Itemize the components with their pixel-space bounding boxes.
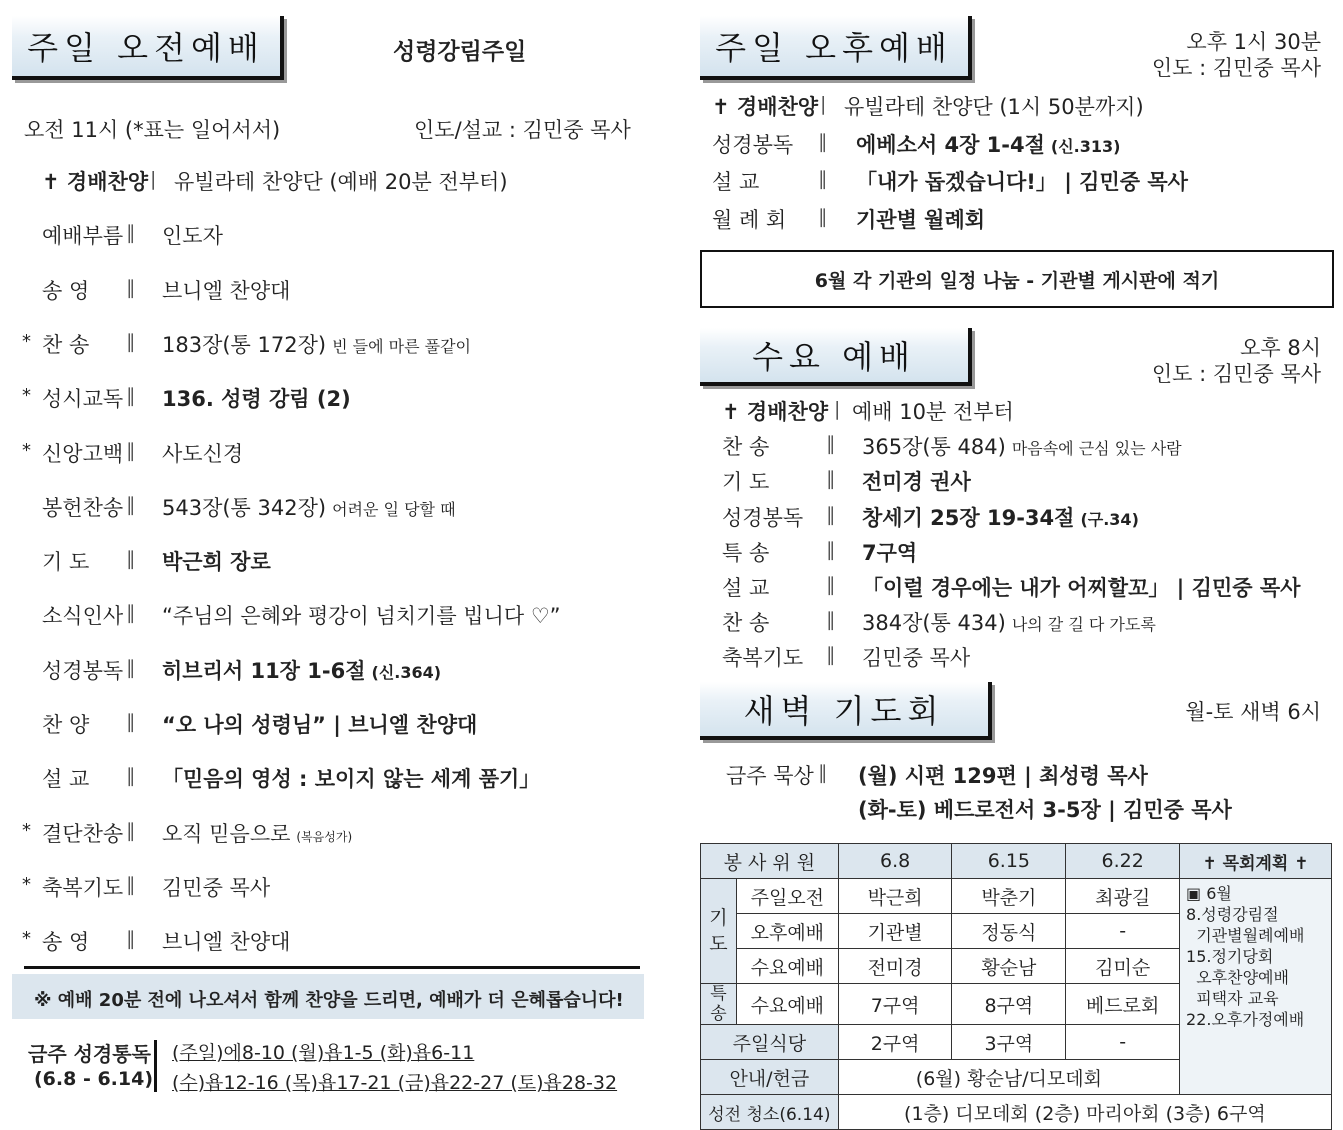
- am-title: 주일 오전예배: [12, 16, 284, 80]
- reading-dates: (6.8 - 6.14): [34, 1068, 154, 1090]
- order-label: 설 교: [42, 767, 90, 792]
- order-separator: ∥: [126, 873, 136, 896]
- order-value-text: “주님의 은혜와 평강이 넘치기를 빕니다 ♡”: [162, 604, 561, 629]
- stand-marker: *: [22, 819, 31, 841]
- order-label: 찬 양: [42, 713, 90, 737]
- row-cell: 8구역: [952, 984, 1066, 1025]
- order-value-text: 사도신경: [162, 441, 244, 466]
- order-value: [162, 600, 561, 630]
- order-value-text: 김민중 목사: [162, 875, 271, 900]
- dining-cell: 3구역: [952, 1025, 1066, 1060]
- order-value-text: 전미경 권사: [862, 470, 971, 495]
- order-value-text: 「이럴 경우에는 내가 어찌할꼬」 | 김민중 목사: [862, 576, 1301, 600]
- row-cell: 박근희: [838, 879, 952, 914]
- order-value: [162, 492, 456, 522]
- group-prayer: 기 도: [701, 879, 737, 984]
- order-value: [162, 763, 540, 793]
- order-value: [162, 438, 243, 468]
- usher-value: (6월) 황순남/디모데회: [838, 1060, 1179, 1095]
- order-label: 찬 송: [42, 332, 90, 357]
- order-value: [174, 166, 508, 196]
- row-cell: 황순남: [952, 949, 1066, 984]
- order-separator: ∥: [126, 439, 136, 462]
- row-cell: 김미순: [1066, 949, 1180, 984]
- order-label: ✝ 경배찬양: [712, 95, 819, 119]
- order-value: [856, 204, 985, 234]
- row-label: 오후예배: [736, 914, 838, 949]
- order-value: [862, 502, 1139, 532]
- order-value-text: 384장(통 434): [862, 611, 1006, 636]
- row-cell: 정동식: [952, 914, 1066, 949]
- wed-time: 오후 8시: [1240, 336, 1321, 360]
- order-label: 봉헌찬송: [42, 495, 124, 520]
- order-value-text: 유빌라테 찬양단 (예배 20분 전부터): [174, 170, 508, 194]
- order-value-text: 히브리서 11장 1-6절: [162, 658, 366, 683]
- order-separator: ∥: [818, 130, 828, 153]
- order-separator: ∥: [126, 385, 136, 408]
- order-value-text: 543장(통 342장): [162, 495, 327, 520]
- header-date-2: 6.15: [952, 844, 1066, 879]
- order-label: 기 도: [722, 470, 770, 495]
- am-divider: [24, 966, 640, 969]
- order-label: 설 교: [712, 170, 760, 194]
- order-value: [162, 383, 351, 413]
- order-note: (신.313): [1050, 136, 1121, 156]
- order-value-text: 7구역: [862, 540, 918, 565]
- plan-line: 15.정기당회: [1186, 947, 1274, 966]
- plan-line: 피택자 교육: [1186, 989, 1279, 1008]
- order-value: [862, 431, 1182, 461]
- order-value-text: 136. 성령 강림 (2): [162, 387, 351, 412]
- order-value: [856, 129, 1120, 159]
- order-value-text: 인도자: [162, 224, 223, 249]
- row-cell: 7구역: [838, 984, 952, 1025]
- order-separator: |: [150, 168, 157, 190]
- order-label: 신앙고백: [42, 441, 124, 466]
- order-separator: ∥: [126, 711, 136, 733]
- order-separator: |: [834, 398, 841, 420]
- plan-line: 8.성령강림절: [1186, 905, 1279, 924]
- dawn-line-2: (화-토) 베드로전서 3-5장 | 김민중 목사: [858, 798, 1232, 822]
- order-note: 어려운 일 당할 때: [332, 499, 456, 519]
- stand-marker: *: [22, 385, 31, 407]
- order-value-text: 예배 10분 전부터: [852, 400, 1014, 424]
- stand-marker: *: [22, 873, 31, 895]
- pm-notice-text: 6월 각 기관의 일정 나눔 - 기관별 게시판에 적기: [814, 270, 1220, 292]
- row-label: 주일오전: [736, 879, 838, 914]
- row-cell: 최광길: [1066, 879, 1180, 914]
- order-value: [862, 466, 971, 496]
- order-note: (구.34): [1080, 509, 1139, 529]
- order-value-text: 창세기 25장 19-34절: [862, 505, 1075, 530]
- order-separator: ∥: [126, 222, 136, 245]
- order-separator: ∥: [826, 574, 836, 596]
- order-label: 예배부름: [42, 224, 124, 249]
- pm-title: 주일 오후예배: [700, 16, 972, 80]
- order-label: 축복기도: [722, 646, 804, 671]
- order-label: 기 도: [42, 550, 90, 575]
- order-separator: ∥: [126, 765, 136, 788]
- header-committee: 봉 사 위 원: [701, 844, 839, 879]
- order-value-text: 브니엘 찬양대: [162, 930, 291, 955]
- service-table: [700, 843, 1332, 1130]
- order-separator: |: [820, 93, 827, 115]
- order-separator: ∥: [818, 168, 828, 190]
- order-note: 나의 갈 길 다 가도록: [1011, 615, 1156, 635]
- row-label: 수요예배: [736, 949, 838, 984]
- order-label: 송 영: [42, 278, 90, 303]
- order-label: 찬 송: [722, 435, 770, 460]
- order-separator: ∥: [826, 538, 836, 561]
- am-notice-text: ※ 예배 20분 전에 나오셔서 함께 찬양을 드리면, 예배가 더 은혜롭습니다!: [34, 990, 624, 1011]
- order-separator: ∥: [126, 819, 136, 842]
- order-separator: ∥: [126, 602, 136, 625]
- order-value: [862, 642, 970, 672]
- order-label: 소식인사: [42, 604, 124, 629]
- pm-time: 오후 1시 30분: [1186, 30, 1321, 54]
- order-separator: ∥: [826, 503, 836, 526]
- order-value-text: 박근희 장로: [162, 550, 271, 575]
- order-label: 결단찬송: [42, 821, 124, 846]
- am-time-line: 오전 11시 (*표는 일어서서): [24, 118, 281, 142]
- order-label: 성경봉독: [722, 505, 804, 530]
- order-label: 월 례 회: [712, 207, 787, 232]
- order-note: 빈 들에 마른 풀같이: [332, 336, 471, 356]
- order-separator: ∥: [826, 468, 836, 491]
- plan-line: 기관별월례예배: [1186, 926, 1305, 945]
- order-separator: ∥: [826, 644, 836, 667]
- stand-marker: *: [22, 330, 31, 352]
- plan-body: [1180, 879, 1332, 1095]
- order-label: 찬 송: [722, 611, 770, 636]
- order-separator: ∥: [126, 493, 136, 516]
- plan-line: 오후찬양예배: [1186, 968, 1289, 987]
- order-separator: ∥: [126, 928, 136, 951]
- order-label: 특 송: [722, 540, 770, 565]
- order-value: [862, 572, 1300, 602]
- order-value: [162, 926, 290, 956]
- plan-line: 22.오후가정예배: [1186, 1010, 1305, 1029]
- reading-title: 금주 성경통독: [28, 1042, 151, 1066]
- order-separator: ∥: [126, 656, 136, 679]
- dawn-title: 새벽 기도회: [700, 682, 992, 740]
- reading-line-2: (수)욥12-16 (목)욥17-21 (금)욥22-27 (토)욥28-32: [172, 1072, 618, 1094]
- order-label: ✝ 경배찬양: [722, 400, 829, 424]
- row-label: 수요예배: [736, 984, 838, 1025]
- wed-leader: 인도 : 김민중 목사: [1151, 362, 1321, 386]
- order-value-text: 기관별 월례회: [856, 207, 986, 232]
- order-label: 축복기도: [42, 875, 124, 900]
- order-value: [844, 91, 1144, 121]
- order-value: [162, 275, 290, 305]
- order-value: [856, 166, 1188, 196]
- dawn-label: 금주 묵상: [726, 764, 814, 788]
- order-label: 성시교독: [42, 387, 124, 412]
- order-note: (복음성가): [296, 829, 353, 844]
- plan-line: ▣ 6월: [1186, 884, 1232, 903]
- am-subtitle: 성령강림주일: [393, 39, 527, 65]
- order-value-text: 에베소서 4장 1-4절: [856, 132, 1045, 157]
- stand-marker: *: [22, 439, 31, 461]
- order-value-text: 브니엘 찬양대: [162, 278, 291, 303]
- row-cell: 박춘기: [952, 879, 1066, 914]
- order-value-text: 「믿음의 영성 : 보이지 않는 세계 품기」: [162, 767, 541, 792]
- order-value: [162, 655, 441, 685]
- order-value-text: 365장(통 484): [862, 435, 1006, 460]
- reading-line-1: (주일)에8-10 (월)욥1-5 (화)욥6-11: [172, 1042, 475, 1064]
- wed-title: 수요 예배: [700, 328, 972, 386]
- clean-label: 성전 청소(6.14): [701, 1095, 839, 1130]
- order-value: [852, 396, 1014, 426]
- order-value-text: 오직 믿음으로: [162, 821, 291, 846]
- order-value-text: 「내가 돕겠습니다!」 | 김민중 목사: [856, 170, 1188, 194]
- order-separator: ∥: [818, 205, 828, 228]
- order-separator: ∥: [126, 548, 136, 571]
- order-value: [162, 329, 471, 359]
- dining-cell: 2구역: [838, 1025, 952, 1060]
- order-separator: ∥: [126, 330, 136, 353]
- header-date-1: 6.8: [838, 844, 952, 879]
- order-separator: ∥: [126, 276, 136, 299]
- row-cell: 기관별: [838, 914, 952, 949]
- order-label: ✝ 경배찬양: [42, 170, 149, 194]
- row-cell: 전미경: [838, 949, 952, 984]
- header-date-3: 6.22: [1066, 844, 1180, 879]
- order-value-text: 김민중 목사: [862, 646, 971, 671]
- dawn-line-1: (월) 시편 129편 | 최성령 목사: [858, 764, 1148, 788]
- order-value: [162, 872, 270, 902]
- order-label: 설 교: [722, 576, 770, 600]
- order-value-text: 유빌라테 찬양단 (1시 50분까지): [844, 95, 1144, 119]
- dining-label: 주일식당: [701, 1025, 839, 1060]
- order-separator: ∥: [826, 609, 836, 632]
- dawn-sep: ∥: [818, 762, 828, 784]
- dining-cell: -: [1066, 1025, 1180, 1060]
- order-value: [862, 537, 917, 567]
- order-note: (신.364): [371, 662, 442, 682]
- order-separator: ∥: [826, 433, 836, 456]
- stand-marker: *: [22, 928, 31, 950]
- reading-divider: [154, 1040, 157, 1092]
- order-value: [162, 220, 223, 250]
- order-value: [162, 546, 271, 576]
- clean-value: (1층) 디모데회 (2층) 마리아회 (3층) 6구역: [838, 1095, 1331, 1130]
- order-note: 마음속에 근심 있는 사람: [1011, 439, 1182, 459]
- order-label: 성경봉독: [42, 658, 124, 683]
- group-special: 특 송: [701, 984, 737, 1025]
- usher-label: 안내/헌금: [701, 1060, 839, 1095]
- row-cell: -: [1066, 914, 1180, 949]
- am-leader: 인도/설교 : 김민중 목사: [414, 118, 631, 142]
- dawn-time: 월-토 새벽 6시: [1185, 700, 1321, 724]
- pm-leader: 인도 : 김민중 목사: [1151, 56, 1321, 80]
- row-cell: 베드로회: [1066, 984, 1180, 1025]
- order-value: [162, 818, 352, 848]
- order-value: [862, 607, 1156, 637]
- order-label: 송 영: [42, 930, 90, 955]
- order-value-text: 183장(통 172장): [162, 332, 327, 357]
- plan-title: ✝ 목회계획 ✝: [1180, 844, 1332, 879]
- order-label: 성경봉독: [712, 132, 794, 157]
- order-value: [162, 709, 477, 739]
- order-value-text: “오 나의 성령님” | 브니엘 찬양대: [162, 713, 478, 737]
